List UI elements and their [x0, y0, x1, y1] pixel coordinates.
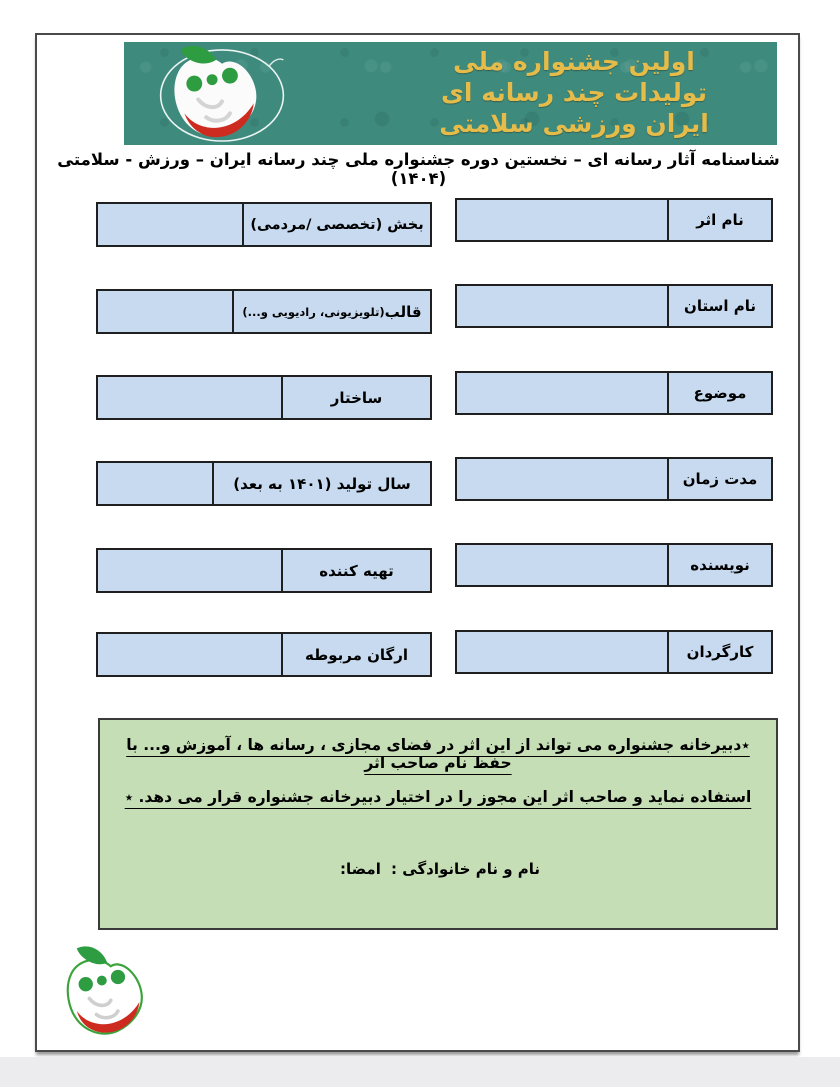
field-duration [455, 457, 773, 501]
field-director-label: کارگردان [667, 632, 771, 672]
notice-line-2: استفاده نماید و صاحب اثر این مجوز را در اختیار دبیرخانه جشنواره قرار می دهد. ٭ [124, 788, 752, 806]
field-duration-label: مدت زمان [667, 459, 771, 499]
license-notice-box [98, 718, 778, 930]
field-structure-input[interactable] [98, 377, 281, 418]
banner-line-1: اولین جشنواره ملی [453, 47, 695, 76]
banner-line-2: تولیدات چند رسانه ای [441, 78, 707, 107]
footer-apple-logo-icon [55, 943, 163, 1045]
banner-title [379, 46, 769, 139]
field-writer-input[interactable] [457, 545, 667, 585]
field-writer [455, 543, 773, 587]
field-production-year-input[interactable] [98, 463, 212, 504]
field-writer-label: نویسنده [667, 545, 771, 585]
signature-label: امضا: [340, 860, 381, 878]
header-banner [124, 42, 777, 145]
field-section-input[interactable] [98, 204, 242, 245]
signature-row [340, 860, 540, 878]
field-structure [96, 375, 432, 420]
field-duration-input[interactable] [457, 459, 667, 499]
field-work-title-label: نام اثر [667, 200, 771, 240]
field-format-label [232, 291, 430, 332]
field-format-label-detail: (تلویزیونی، رادیویی و...) [242, 304, 385, 319]
field-producer-label: تهیه کننده [281, 550, 430, 591]
notice-line-1: ٭دبیرخانه جشنواره می تواند از این اثر در فضای مجازی ، رسانه ها ، آموزش و... با حفظ نام صاحب اثر [126, 736, 750, 772]
banner-line-3: ایران ورزشی سلامتی [439, 109, 709, 138]
document-title: شناسنامه آثار رسانه ای – نخستین دوره جشنواره ملی چند رسانه ایران – ورزش - سلامتی (۱۴۰۴) [57, 150, 780, 188]
field-format [96, 289, 432, 334]
field-section [96, 202, 432, 247]
field-producer-input[interactable] [98, 550, 281, 591]
field-subject-label: موضوع [667, 373, 771, 413]
field-section-label: بخش (تخصصی /مردمی) [242, 204, 430, 245]
field-work-title-input[interactable] [457, 200, 667, 240]
field-production-year-label: سال تولید (۱۴۰۱ به بعد) [212, 463, 430, 504]
apple-flag-logo-icon [142, 44, 304, 143]
field-province-input[interactable] [457, 286, 667, 326]
field-director [455, 630, 773, 674]
field-format-label-main: قالب [384, 302, 422, 321]
field-organization-input[interactable] [98, 634, 281, 675]
field-organization [96, 632, 432, 677]
field-producer [96, 548, 432, 593]
field-work-title [455, 198, 773, 242]
field-province-label: نام استان [667, 286, 771, 326]
field-province [455, 284, 773, 328]
field-subject-input[interactable] [457, 373, 667, 413]
field-director-input[interactable] [457, 632, 667, 672]
fullname-label: نام و نام خانوادگی : [391, 860, 540, 878]
field-subject [455, 371, 773, 415]
field-organization-label: ارگان مربوطه [281, 634, 430, 675]
field-production-year [96, 461, 432, 506]
field-format-input[interactable] [98, 291, 232, 332]
page-bottom-shadow [0, 1057, 840, 1087]
field-structure-label: ساختار [281, 377, 430, 418]
